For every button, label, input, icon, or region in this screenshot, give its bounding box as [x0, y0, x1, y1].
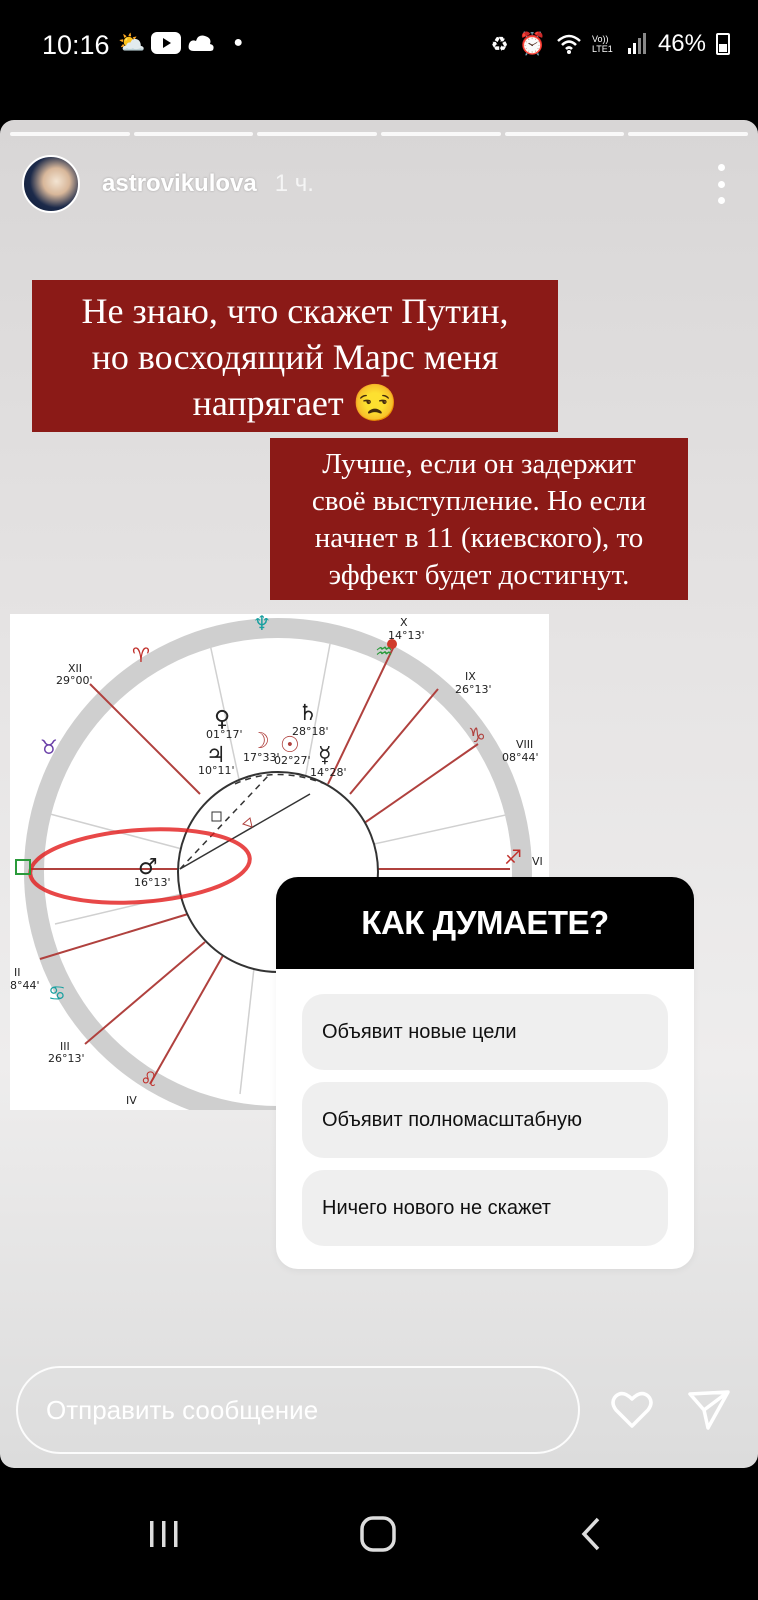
mercury-glyph: ☿	[318, 743, 332, 768]
recent-apps-icon[interactable]	[140, 1513, 188, 1557]
story-progress-segment	[628, 132, 748, 136]
youtube-icon	[151, 32, 181, 54]
story-progress-segment	[134, 132, 254, 136]
poll-option-2[interactable]: Объявит полномасштабную	[302, 1082, 668, 1158]
volte-icon: Vo)) LTE1	[591, 34, 613, 54]
sun-deg: 02°27'	[274, 754, 311, 767]
status-time: 10:16	[42, 30, 110, 60]
saturn-deg: 28°18'	[292, 725, 329, 738]
story-progress-segment	[381, 132, 501, 136]
house-xii-label: XII	[68, 662, 83, 675]
mars-deg: 16°13'	[134, 876, 171, 889]
story-progress-segment	[10, 132, 130, 136]
weather-icon: ⛅	[118, 30, 146, 55]
story-text-1-line: но восходящий Марс меня	[91, 337, 499, 377]
cancer-glyph: ♋	[48, 981, 66, 1005]
system-nav-bar	[0, 1468, 758, 1600]
house-vii-label: VI	[532, 855, 543, 868]
moon-glyph: ☽	[250, 729, 270, 754]
house-x-deg: 14°13'	[388, 629, 425, 642]
jupiter-deg: 10°11'	[198, 764, 235, 777]
more-options-icon[interactable]	[706, 164, 736, 204]
reply-input[interactable]: Отправить сообщение	[16, 1366, 580, 1454]
poll-option-3[interactable]: Ничего нового не скажет	[302, 1170, 668, 1246]
story-text-1-line: Не знаю, что скажет Путин,	[81, 291, 509, 331]
back-icon[interactable]	[568, 1513, 616, 1557]
story-text-1	[32, 280, 558, 432]
poll-option-1[interactable]: Объявит новые цели	[302, 994, 668, 1070]
house-viii-deg: 08°44'	[502, 751, 539, 764]
house-iii-label: III	[60, 1040, 70, 1053]
mars-glyph: ♂	[138, 855, 158, 880]
battery-icon	[716, 33, 730, 55]
house-iv-label: IV	[126, 1094, 137, 1107]
story-text-2	[270, 438, 688, 600]
sun-glyph: ☉	[280, 733, 300, 758]
signal-icon	[628, 33, 648, 55]
house-iii-deg: 26°13'	[48, 1052, 85, 1065]
saturn-glyph: ♄	[298, 701, 318, 726]
venus-deg: 01°17'	[206, 728, 243, 741]
status-right-icons	[491, 30, 730, 58]
story-progress-segment	[257, 132, 377, 136]
aquarius-glyph: ♒	[375, 639, 393, 663]
aspect-square	[212, 812, 221, 821]
poll-sticker	[276, 877, 694, 1269]
story-text-1-line: напрягает 😒	[192, 383, 398, 423]
cloud-icon	[187, 33, 215, 53]
story-text-2-line: эффект будет достигнут.	[328, 559, 630, 591]
home-icon[interactable]	[354, 1513, 402, 1557]
story-view[interactable]	[0, 120, 758, 1468]
status-bar	[0, 0, 758, 100]
battery-percent: 46%	[657, 30, 706, 57]
venus-glyph: ♀	[214, 707, 231, 732]
alarm-icon: ⏰	[518, 31, 546, 56]
jupiter-glyph: ♃	[206, 743, 226, 768]
leo-glyph: ♌	[140, 1067, 158, 1091]
house-viii-label: VIII	[516, 738, 534, 751]
story-header	[22, 154, 736, 214]
moon-deg: 17°33'	[243, 751, 280, 764]
wifi-icon	[556, 33, 582, 55]
house-ii-deg: 8°44'	[10, 979, 40, 992]
story-progress	[10, 132, 748, 136]
mercury-deg: 14°28'	[310, 766, 347, 779]
status-left-icons	[118, 30, 243, 56]
poll-question: КАК ДУМАЕТЕ?	[276, 877, 694, 969]
aries-glyph: ♈	[132, 643, 150, 667]
capricorn-glyph: ♑	[468, 723, 486, 747]
heart-icon[interactable]	[610, 1388, 654, 1432]
send-icon[interactable]	[686, 1386, 732, 1432]
taurus-glyph: ♉	[40, 735, 58, 759]
story-text-2-line: начнет в 11 (киевского), то	[314, 522, 644, 554]
story-progress-segment	[505, 132, 625, 136]
story-text-2-line: своё выступление. Но если	[311, 485, 647, 517]
time-ago: 1 ч.	[274, 170, 314, 197]
neptune-glyph: ♆	[253, 614, 271, 635]
story-text-2-line: Лучше, если он задержит	[322, 448, 636, 480]
house-ii-label: II	[14, 966, 21, 979]
username[interactable]: astrovikulova	[102, 170, 257, 197]
avatar[interactable]	[22, 155, 80, 213]
house-x-label: X	[400, 616, 408, 629]
house-ix-label: IX	[465, 670, 476, 683]
sagittarius-glyph: ♐	[504, 845, 522, 869]
dot-icon: ●	[233, 34, 244, 51]
house-ix-deg: 26°13'	[455, 683, 492, 696]
house-xii-deg: 29°00'	[56, 674, 93, 687]
recycle-icon: ♻	[490, 33, 509, 56]
